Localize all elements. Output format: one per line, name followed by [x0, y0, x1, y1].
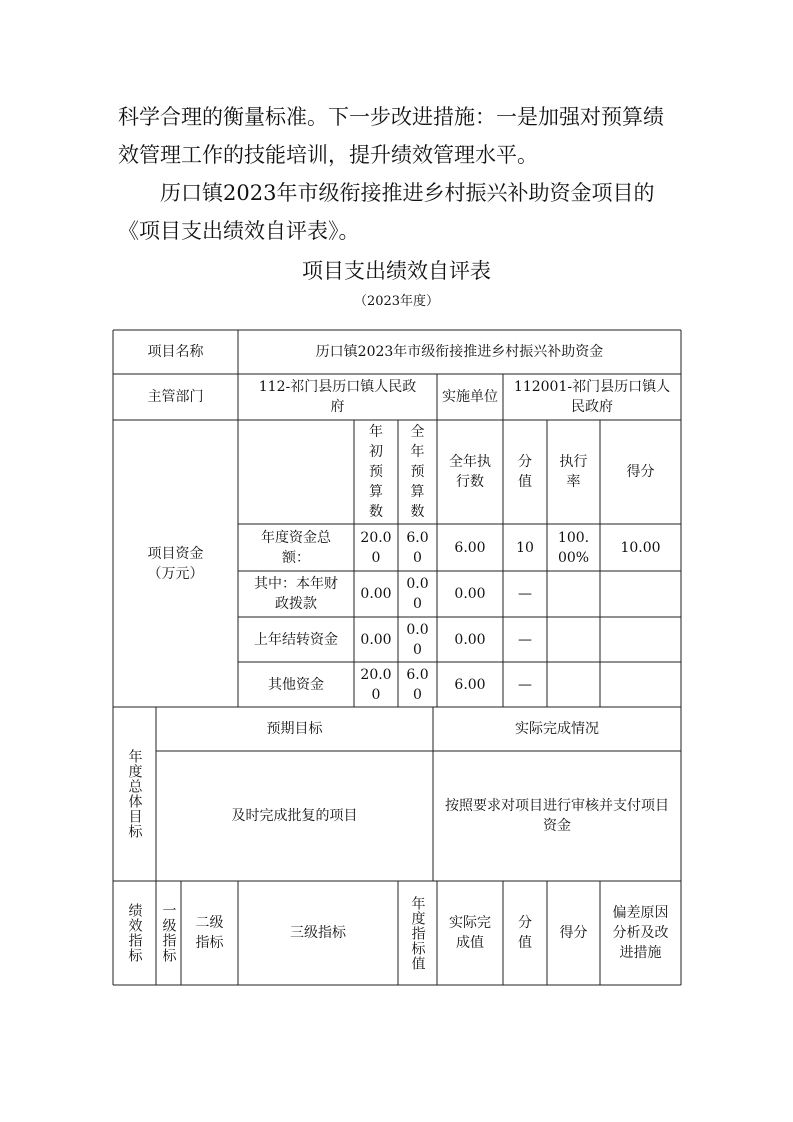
target-header: 年度指标值	[409, 895, 426, 971]
funds-row-label: 其中：本年财政拨款	[254, 576, 338, 612]
level2-header: 二级指标	[195, 915, 224, 951]
weight-header: 分值	[518, 454, 532, 490]
actual-value-header: 实际完成值	[449, 915, 491, 951]
funds-row-rate: 100.00%	[557, 529, 590, 566]
funds-row-weight: —	[518, 676, 532, 693]
funds-row-full: 6.00	[406, 666, 429, 703]
funds-row-executed: 0.00	[454, 586, 486, 602]
impl-value: 112001-祁门县历口镇人民政府	[513, 379, 671, 415]
expected-header: 预期目标	[266, 721, 323, 737]
funds-row-weight: —	[518, 586, 532, 602]
funds-row-full: 6.00	[406, 529, 429, 566]
funds-row-rate	[547, 617, 600, 662]
funds-row-initial: 0.00	[360, 586, 392, 602]
funds-row-executed: 0.00	[454, 631, 486, 648]
funds-row-initial: 20.00	[360, 529, 392, 566]
dept-label: 主管部门	[147, 389, 204, 405]
funds-row-executed: 6.00	[454, 539, 486, 556]
funds-row-label: 年度资金总额：	[261, 529, 331, 566]
goal-label: 年度总体目标	[126, 749, 143, 839]
deviation-header: 偏差原因分析及改进措施	[612, 905, 669, 961]
intro-paragraph-2: 历口镇2023年市级衔接推进乡村振兴补助资金项目的《项目支出绩效自评表》。	[118, 181, 655, 243]
expected-goal: 及时完成批复的项目	[231, 808, 358, 824]
funds-row-rate	[547, 571, 600, 617]
funds-row-score	[600, 571, 681, 617]
funds-row-score	[600, 662, 681, 707]
form-year: （2023年度）	[353, 294, 440, 309]
funds-row-score	[600, 617, 681, 662]
indicator-score-header: 得分	[559, 925, 588, 941]
score-header: 得分	[626, 464, 655, 480]
project-name-label: 项目名称	[147, 344, 204, 360]
funds-row-label: 其他资金	[268, 676, 324, 693]
executed-header: 全年执行数	[449, 454, 491, 490]
rate-header: 执行率	[559, 454, 588, 490]
funds-row-full: 0.00	[406, 621, 429, 658]
funds-row-score: 10.00	[620, 539, 661, 556]
level1-header: 一级指标	[160, 903, 177, 963]
intro-paragraph-1: 科学合理的衡量标准。下一步改进措施：一是加强对预算绩效管理工作的技能培训，提升绩效管理水平。	[118, 105, 664, 167]
dept-value: 112-祁门县历口镇人民政府	[258, 379, 417, 415]
funds-row-weight: —	[518, 631, 532, 648]
funds-label: 项目资金（万元）	[147, 545, 204, 582]
funds-row-rate	[547, 662, 600, 707]
project-name-value: 历口镇2023年市级衔接推进乡村振兴补助资金	[315, 344, 604, 360]
full-budget-header: 全年预算数	[410, 424, 425, 520]
initial-budget-header: 年初预算数	[369, 424, 383, 520]
funds-row-initial: 0.00	[360, 631, 392, 648]
funds-row-weight: 10	[516, 539, 534, 556]
indicator-weight-header: 分值	[518, 915, 532, 951]
actual-completion: 按照要求对项目进行审核并支付项目资金	[445, 798, 669, 834]
funds-row-initial: 20.00	[360, 666, 392, 703]
level3-header: 三级指标	[290, 925, 346, 941]
impl-label: 实施单位	[442, 389, 498, 405]
actual-header: 实际完成情况	[515, 721, 599, 737]
funds-row-executed: 6.00	[454, 676, 486, 693]
funds-row-full: 0.00	[406, 576, 429, 612]
indicators-label: 绩效指标	[126, 903, 143, 963]
funds-row-label: 上年结转资金	[254, 631, 338, 648]
form-title: 项目支出绩效自评表	[302, 259, 491, 283]
